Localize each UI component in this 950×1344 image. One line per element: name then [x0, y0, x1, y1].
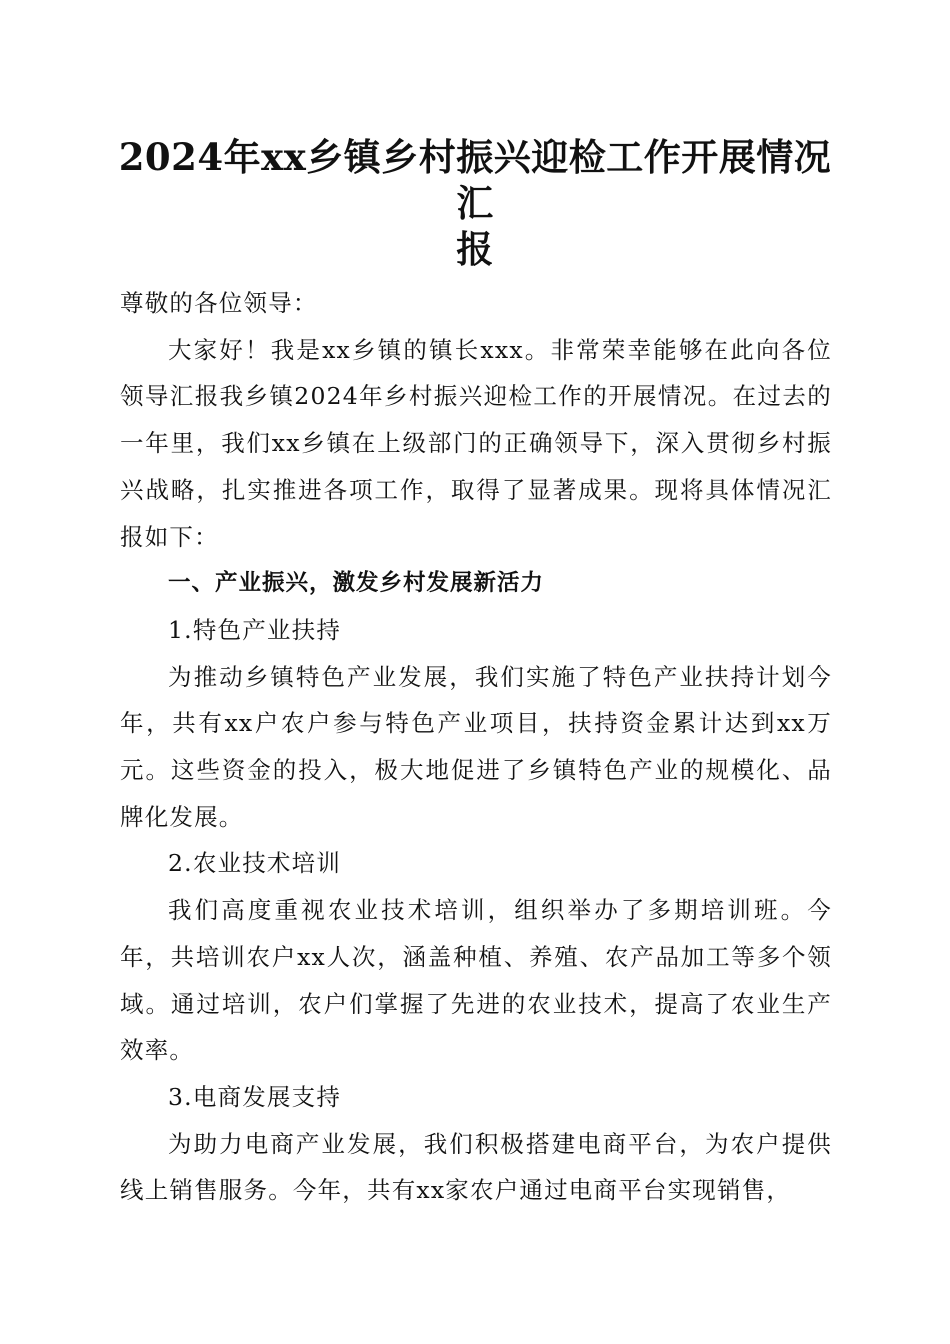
document-body: [120, 280, 832, 1214]
title-line-2: 报: [456, 227, 494, 271]
section-heading-industry: 一、产业振兴，激发乡村发展新活力: [168, 570, 545, 597]
subheading-ecommerce: 3.电商发展支持: [168, 1082, 342, 1111]
subheading-agri-training: 2.农业技术培训: [168, 849, 342, 878]
document-title: [100, 134, 850, 272]
paragraph-agri-training: 我们高度重视农业技术培训，组织举办了多期培训班。今年，共培训农户xx人次，涵盖种植、养殖、农产品加工等多个领域。通过培训，农户们掌握了先进的农业技术，提高了农业生产效率。: [120, 896, 832, 1065]
salutation: 尊敬的各位领导：: [120, 289, 318, 317]
title-line-1: 2024年xx乡镇乡村振兴迎检工作开展情况汇: [118, 135, 832, 225]
intro-paragraph: 大家好！我是xx乡镇的镇长xxx。非常荣幸能够在此向各位领导汇报我乡镇2024年乡村振兴迎检工作的开展情况。在过去的一年里，我们xx乡镇在上级部门的正确领导下，深入贯彻乡村振兴战略，扎实推进各项工作，取得了显著成果。现将具体情况汇报如下：: [120, 335, 832, 551]
paragraph-special-industry: 为推动乡镇特色产业发展，我们实施了特色产业扶持计划今年，共有xx户农户参与特色产业项目，扶持资金累计达到xx万元。这些资金的投入，极大地促进了乡镇特色产业的规模化、品牌化发展。: [120, 662, 832, 831]
subheading-special-industry: 1.特色产业扶持: [168, 615, 342, 644]
paragraph-ecommerce: 为助力电商产业发展，我们积极搭建电商平台，为农户提供线上销售服务。今年，共有xx家农户通过电商平台实现销售，: [120, 1129, 832, 1205]
